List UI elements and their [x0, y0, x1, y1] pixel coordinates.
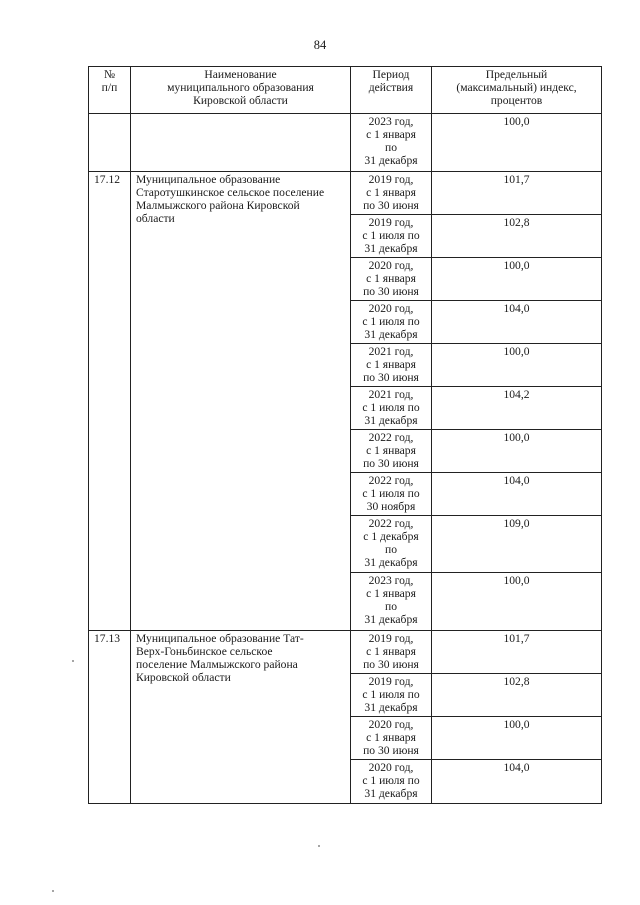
period-cell: 2023 год, с 1 января по 31 декабря — [351, 573, 432, 631]
period-cell: 2019 год, с 1 января по 30 июня — [351, 631, 432, 674]
index-value: 104,0 — [432, 760, 602, 804]
index-value: 104,2 — [432, 387, 602, 430]
period-cell: 2020 год, с 1 января по 30 июня — [351, 717, 432, 760]
index-value: 102,8 — [432, 674, 602, 717]
index-table — [88, 66, 602, 804]
table-row — [89, 114, 602, 172]
index-value: 100,0 — [432, 573, 602, 631]
table-row — [89, 631, 602, 674]
row-number — [89, 114, 131, 172]
row-number: 17.12 — [89, 172, 131, 631]
header-period: Период действия — [351, 67, 432, 114]
municipality-name: Муниципальное образование Тат- Верх-Гоньбинское сельское поселение Малмыжского района Кировской области — [131, 631, 351, 804]
scan-speck — [318, 845, 320, 847]
header-name: Наименование муниципального образования Кировской области — [131, 67, 351, 114]
table-row — [89, 172, 602, 215]
index-value: 109,0 — [432, 516, 602, 573]
index-value: 100,0 — [432, 344, 602, 387]
period-cell: 2019 год, с 1 июля по 31 декабря — [351, 674, 432, 717]
index-value: 100,0 — [432, 430, 602, 473]
table-header-row — [89, 67, 602, 114]
period-cell: 2019 год, с 1 июля по 31 декабря — [351, 215, 432, 258]
period-cell: 2022 год, с 1 января по 30 июня — [351, 430, 432, 473]
period-cell: 2020 год, с 1 января по 30 июня — [351, 258, 432, 301]
period-cell: 2022 год, с 1 декабря по 31 декабря — [351, 516, 432, 573]
scan-speck — [52, 890, 54, 892]
header-number: № п/п — [89, 67, 131, 114]
index-value: 100,0 — [432, 258, 602, 301]
period-cell: 2022 год, с 1 июля по 30 ноября — [351, 473, 432, 516]
period-cell: 2019 год, с 1 января по 30 июня — [351, 172, 432, 215]
header-index: Предельный (максимальный) индекс, процентов — [432, 67, 602, 114]
index-value: 102,8 — [432, 215, 602, 258]
municipality-name — [131, 114, 351, 172]
period-cell: 2021 год, с 1 января по 30 июня — [351, 344, 432, 387]
index-value: 104,0 — [432, 473, 602, 516]
row-number: 17.13 — [89, 631, 131, 804]
scan-speck — [72, 660, 74, 662]
period-cell: 2020 год, с 1 июля по 31 декабря — [351, 301, 432, 344]
index-value: 101,7 — [432, 631, 602, 674]
period-cell: 2021 год, с 1 июля по 31 декабря — [351, 387, 432, 430]
index-value: 104,0 — [432, 301, 602, 344]
index-value: 100,0 — [432, 114, 602, 172]
municipality-name: Муниципальное образование Старотушкинское сельское поселение Малмыжского района Кировской области — [131, 172, 351, 631]
period-cell: 2020 год, с 1 июля по 31 декабря — [351, 760, 432, 804]
index-value: 101,7 — [432, 172, 602, 215]
period-cell: 2023 год, с 1 января по 31 декабря — [351, 114, 432, 172]
index-value: 100,0 — [432, 717, 602, 760]
page-number: 84 — [313, 38, 327, 52]
